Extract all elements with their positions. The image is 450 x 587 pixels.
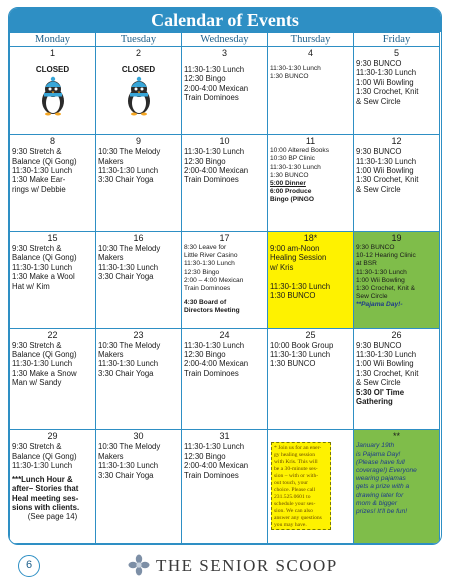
day-number: 5 [393, 48, 399, 58]
day-number: 25 [305, 329, 316, 340]
pajama-day-cell [354, 430, 440, 544]
day-cell-4 [268, 47, 354, 135]
day-events: 10:00 Altered Books 10:30 BP Clinic 11:30-1:30 Lunch 1:30 BUNCO [270, 147, 330, 179]
gathering-event: 5:30 Ol' Time Gathering [356, 387, 405, 406]
day-cell-30 [96, 430, 182, 544]
week-row-3 [10, 231, 440, 328]
day-cell-18 [268, 231, 354, 328]
day-cell-25 [268, 328, 354, 430]
day-events: 8:30 Leave for Little River Casino 11:30-1:30 Lunch 12:30 Bingo 2:00 – 4:00 Mexican Train Dominoes [184, 243, 244, 292]
day-events: 9:30 Stretch & Balance (Qi Gong) 11:30-1:30 Lunch 1:30 Make a Snow Man w/ Sandy [12, 340, 77, 388]
day-number: 30 [133, 431, 144, 442]
day-cell-19 [354, 231, 440, 328]
day-cell-26 [354, 328, 440, 430]
weekday-thursday: Thursday [268, 33, 354, 47]
publication-name: THE SENIOR SCOOP [156, 556, 338, 575]
day-number: 9 [135, 136, 141, 147]
day-number: 29 [47, 431, 58, 442]
day-number: 31 [219, 431, 230, 442]
healing-session-note: * Join us for an ener- gy healing session with Kris. This will be a 30-minute ses- sion – with or with- out touch, your choice. Please call 231.525.0601 to schedule your ses- sion. We can also answer any questions you may have. [271, 442, 331, 530]
calendar-frame [8, 7, 442, 545]
flower-logo-icon [128, 554, 150, 576]
day-number: 15 [47, 232, 58, 243]
day-events: 9:30 BUNCO 11:30-1:30 Lunch 1:00 Wii Bowling 1:30 Crochet, Knit & Sew Circle [356, 340, 419, 388]
day-cell-1 [10, 47, 96, 135]
footnote-marker: ** [392, 431, 400, 442]
day-number: 12 [391, 136, 402, 147]
day-cell-24 [182, 328, 268, 430]
day-cell-11 [268, 135, 354, 232]
day-number: 16 [133, 232, 144, 243]
day-events: 10:30 The Melody Makers 11:30-1:30 Lunch 3:30 Chair Yoga [98, 147, 161, 185]
day-cell-5 [354, 47, 440, 135]
day-cell-8 [10, 135, 96, 232]
day-number: 26 [391, 329, 402, 340]
page-number: 6 [18, 555, 40, 577]
day-number: 4 [307, 48, 313, 58]
penguin-icon [121, 76, 157, 116]
day-cell-15 [10, 231, 96, 328]
day-cell-23 [96, 328, 182, 430]
day-events: 10:00 Book Group 11:30-1:30 Lunch 1:30 BUNCO [270, 340, 334, 369]
day-number: 1 [49, 48, 55, 58]
day-events: 11:30-1:30 Lunch 12:30 Bingo 2:00-4:00 Mexican Train Dominoes [184, 65, 249, 103]
day-events: 9:30 BUNCO 11:30-1:30 Lunch 1:00 Wii Bowling 1:30 Crochet, Knit & Sew Circle [356, 147, 419, 194]
closed-label: CLOSED [35, 65, 70, 74]
day-cell-9 [96, 135, 182, 232]
day-number: 18* [303, 232, 318, 243]
day-number: 11 [305, 136, 316, 147]
week-row-1 [10, 47, 440, 135]
pajama-day-description: January 19th is Pajama Day! (Please have full coverage!) Everyone wearing pajamas gets a prize with a drawing later for mom & bigger prizes! It'll be fun! [356, 442, 417, 516]
day-number: 22 [47, 329, 58, 340]
day-number: 19 [391, 232, 402, 243]
day-cell-2 [96, 47, 182, 135]
day-number: 17 [219, 232, 230, 243]
week-row-2 [10, 135, 440, 232]
day-cell-31 [182, 430, 268, 544]
dinner-event: 5:00 Dinner [270, 180, 306, 188]
day-events: 10:30 The Melody Makers 11:30-1:30 Lunch 3:30 Chair Yoga [98, 243, 161, 282]
week-row-5 [10, 430, 440, 544]
day-events: 11:30-1:30 Lunch 1:30 BUNCO [270, 65, 321, 81]
day-events: 9:30 Stretch & Balance (Qi Gong) 11:30-1:30 Lunch [12, 442, 77, 471]
weekday-header-row [10, 33, 440, 47]
see-page-note: (See page 14) [27, 512, 78, 522]
calendar-title: Calendar of Events [9, 8, 441, 32]
calendar-table [9, 32, 440, 544]
day-events: 9:30 Stretch & Balance (Qi Gong) 11:30-1:30 Lunch 1:30 Make a Wool Hat w/ Kim [12, 243, 77, 291]
healing-session-note-cell [268, 430, 354, 544]
weekday-friday: Friday [354, 33, 440, 47]
penguin-icon [35, 76, 71, 116]
pingo-event: 6:00 Produce Bingo (PINGO [270, 188, 314, 204]
weekday-wednesday: Wednesday [182, 33, 268, 47]
day-events: 9:00 am-Noon Healing Session w/ Kris 11:30-1:30 Lunch 1:30 BUNCO [270, 243, 331, 300]
day-events: 11:30-1:30 Lunch 12:30 Bingo 2:00-4:00 Mexican Train Dominoes [184, 147, 249, 185]
day-cell-3 [182, 47, 268, 135]
board-meeting-event: 4:30 Board of Directors Meeting [184, 299, 240, 315]
day-cell-12 [354, 135, 440, 232]
stories-meeting-event: ***Lunch Hour & after– Stories that Heal meeting ses- sions with clients. [12, 474, 80, 512]
day-cell-16 [96, 231, 182, 328]
day-events: 10:30 The Melody Makers 11:30-1:30 Lunch 3:30 Chair Yoga [98, 442, 161, 480]
day-cell-29 [10, 430, 96, 544]
day-number: 3 [221, 48, 227, 58]
week-row-4 [10, 328, 440, 430]
page-footer [0, 548, 450, 587]
closed-label: CLOSED [121, 65, 156, 74]
day-cell-17 [182, 231, 268, 328]
day-number: 10 [219, 136, 230, 147]
day-events: 9:30 Stretch & Balance (Qi Gong) 11:30-1:30 Lunch 1:30 Make Ear- rings w/ Debbie [12, 147, 77, 194]
day-cell-22 [10, 328, 96, 430]
day-number: 8 [49, 136, 55, 147]
day-events: 10:30 The Melody Makers 11:30-1:30 Lunch 3:30 Chair Yoga [98, 340, 161, 378]
day-cell-10 [182, 135, 268, 232]
day-number: 23 [133, 329, 144, 340]
weekday-monday: Monday [10, 33, 96, 47]
day-events: 11:30-1:30 Lunch 12:30 Bingo 2:00-4:00 Mexican Train Dominoes [184, 340, 249, 378]
day-number: 2 [135, 48, 141, 58]
day-events: 9:30 BUNCO 11:30-1:30 Lunch 1:00 Wii Bowling 1:30 Crochet, Knit & Sew Circle [356, 59, 419, 106]
day-events: 9:30 BUNCO 10-12 Hearing Clinic at BSR 11:30-1:30 Lunch 1:00 Wii Bowling 1:30 Crochet, Knit & Sew Circle [356, 243, 416, 301]
pajama-day-note: **Pajama Day!- [356, 301, 403, 309]
day-events: 11:30-1:30 Lunch 12:30 Bingo 2:00-4:00 Mexican Train Dominoes [184, 442, 249, 480]
day-number: 24 [219, 329, 230, 340]
weekday-tuesday: Tuesday [96, 33, 182, 47]
